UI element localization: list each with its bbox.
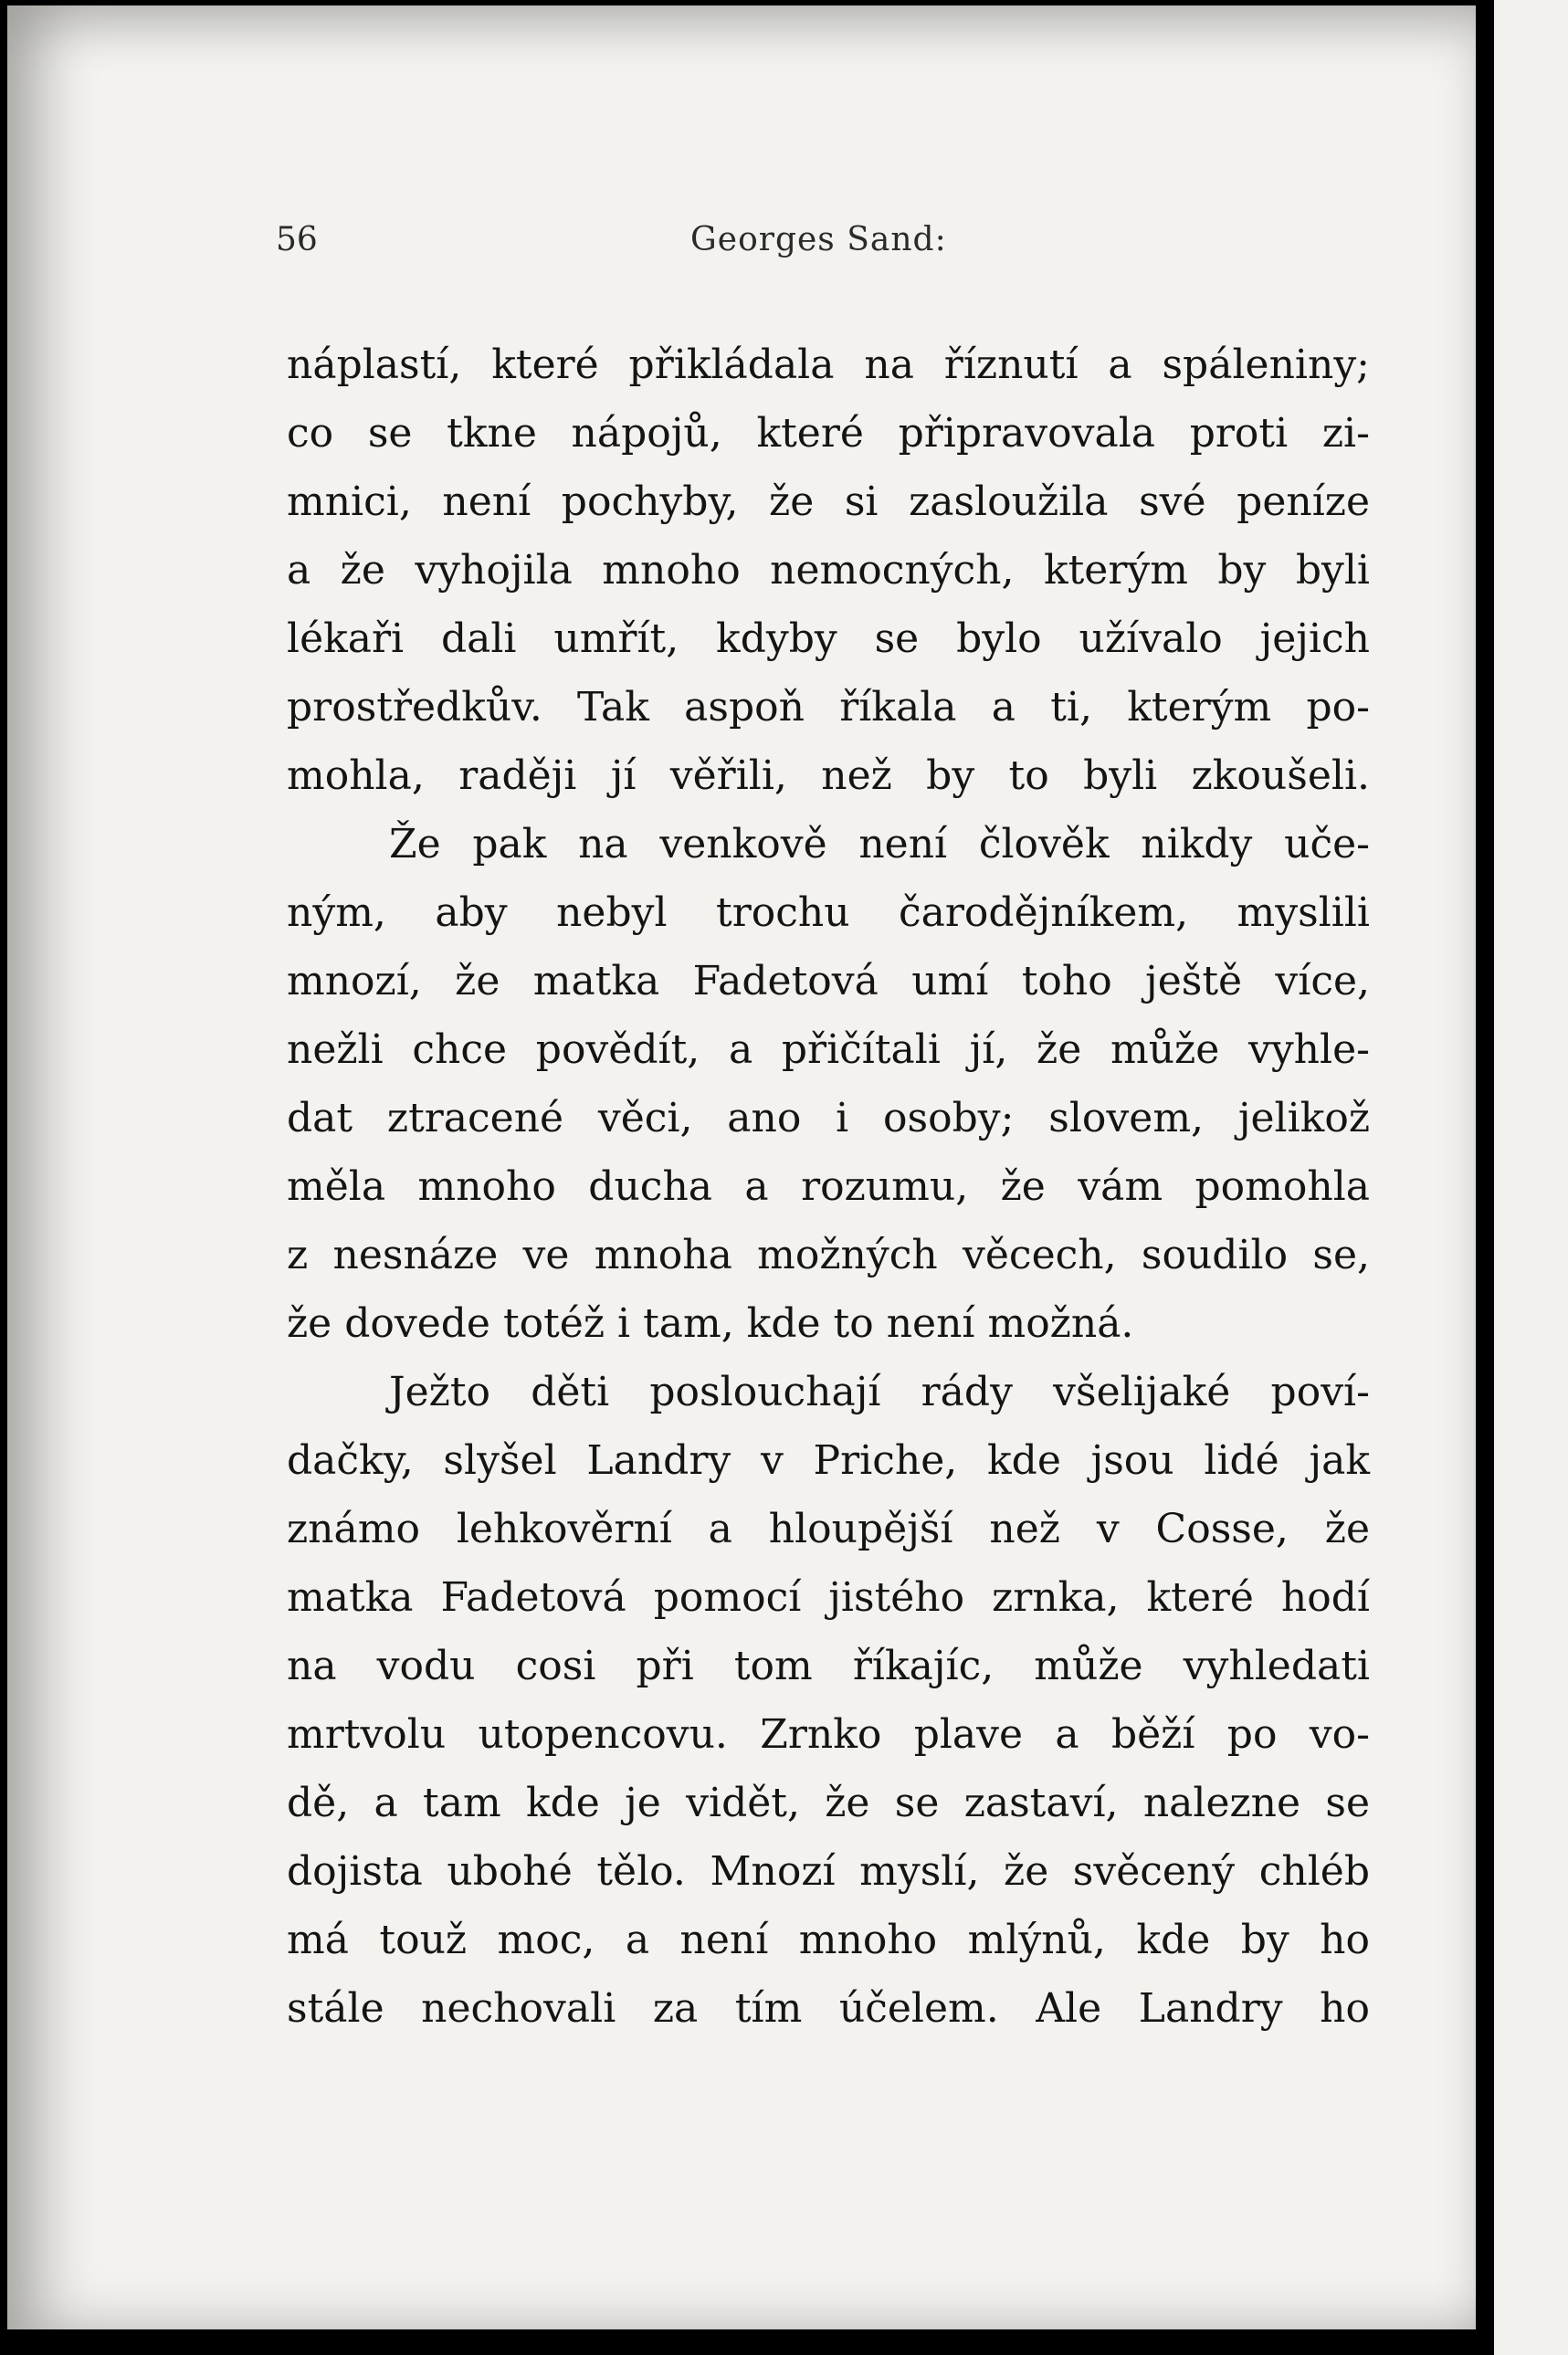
text-line: dat ztracené věci, ano i osoby; slovem, jelikož — [287, 1095, 1370, 1141]
text-line: prostředkův. Tak aspoň říkala a ti, kterým po- — [287, 684, 1370, 731]
adjacent-page-edge — [1494, 0, 1568, 2355]
paragraph-start-line: Ježto děti poslouchají rády všelijaké poví- — [389, 1369, 1370, 1415]
text-line: nežli chce povědít, a přičítali jí, že může vyhle- — [287, 1026, 1370, 1073]
paragraph-end-line: že dovede totéž i tam, kde to není možná. — [287, 1300, 1134, 1347]
text-line: co se tkne nápojů, které připravovala proti zi- — [287, 410, 1370, 457]
text-line: matka Fadetová pomocí jistého zrnka, které hodí — [287, 1574, 1370, 1621]
text-line: měla mnoho ducha a rozumu, že vám pomohla — [287, 1163, 1370, 1210]
text-line: z nesnáze ve mnoha možných věcech, soudilo se, — [287, 1232, 1370, 1278]
running-title: Georges Sand: — [690, 221, 947, 258]
paragraph-start-line: Že pak na venkově není člověk nikdy uče- — [389, 821, 1370, 867]
text-line: mnici, není pochyby, že si zasloužila své peníze — [287, 478, 1370, 525]
text-line: stále nechovali za tím účelem. Ale Landry ho — [287, 1985, 1370, 2032]
text-line: a že vyhojila mnoho nemocných, kterým by byli — [287, 547, 1370, 594]
text-line: známo lehkověrní a hloupější než v Cosse, že — [287, 1506, 1370, 1552]
text-line: ným, aby nebyl trochu čarodějníkem, myslili — [287, 889, 1370, 936]
text-line: na vodu cosi při tom říkajíc, může vyhledati — [287, 1643, 1370, 1689]
page-header — [276, 221, 1370, 267]
text-line: lékaři dali umřít, kdyby se bylo užívalo jejich — [287, 615, 1370, 662]
text-line: má touž moc, a není mnoho mlýnů, kde by ho — [287, 1917, 1370, 1963]
text-line: dě, a tam kde je vidět, že se zastaví, nalezne se — [287, 1780, 1370, 1826]
text-line: dojista ubohé tělo. Mnozí myslí, že svěcený chléb — [287, 1848, 1370, 1895]
body-text — [287, 331, 1370, 2043]
text-line: mnozí, že matka Fadetová umí toho ještě více, — [287, 958, 1370, 1004]
text-line: dačky, slyšel Landry v Priche, kde jsou lidé jak — [287, 1437, 1370, 1484]
text-line: náplastí, které přikládala na říznutí a spáleniny; — [287, 342, 1370, 388]
text-line: mrtvolu utopencovu. Zrnko plave a běží po vo- — [287, 1711, 1370, 1758]
text-line: mohla, raději jí věřili, než by to byli zkoušeli. — [287, 752, 1370, 799]
page-number: 56 — [276, 221, 318, 258]
book-page — [7, 5, 1476, 2329]
